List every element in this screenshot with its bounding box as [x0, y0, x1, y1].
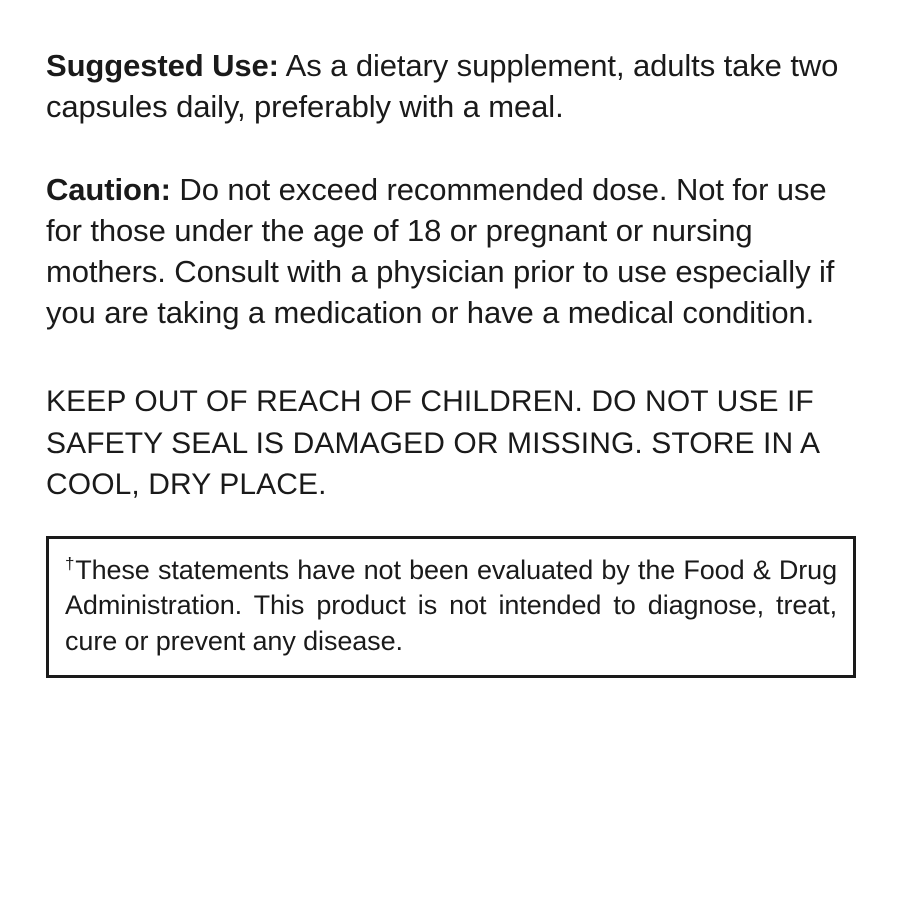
fda-disclaimer-box	[46, 536, 856, 679]
suggested-use-paragraph	[46, 46, 856, 128]
fda-disclaimer-paragraph	[65, 553, 837, 660]
dagger-symbol: †	[65, 553, 76, 573]
warning-paragraph: KEEP OUT OF REACH OF CHILDREN. DO NOT USE IF SAFETY SEAL IS DAMAGED OR MISSING. STORE IN A COOL, DRY PLACE.	[46, 385, 827, 502]
caution-text: Do not exceed recommended dose. Not for use for those under the age of 18 or pregnant or nursing mothers. Consult with a physician prior to use especially if you are taking a medication or have a medical condition.	[46, 171, 843, 330]
caution-paragraph	[46, 170, 856, 334]
fda-disclaimer-text: These statements have not been evaluated by the Food & Drug Administration. This product is not intended to diagnose, treat, cure or prevent any disease.	[65, 554, 837, 656]
suggested-use-text: As a dietary supplement, adults take two capsules daily, preferably with a meal.	[46, 48, 847, 124]
caution-heading: Caution:	[46, 171, 171, 207]
suggested-use-heading: Suggested Use:	[46, 48, 279, 83]
